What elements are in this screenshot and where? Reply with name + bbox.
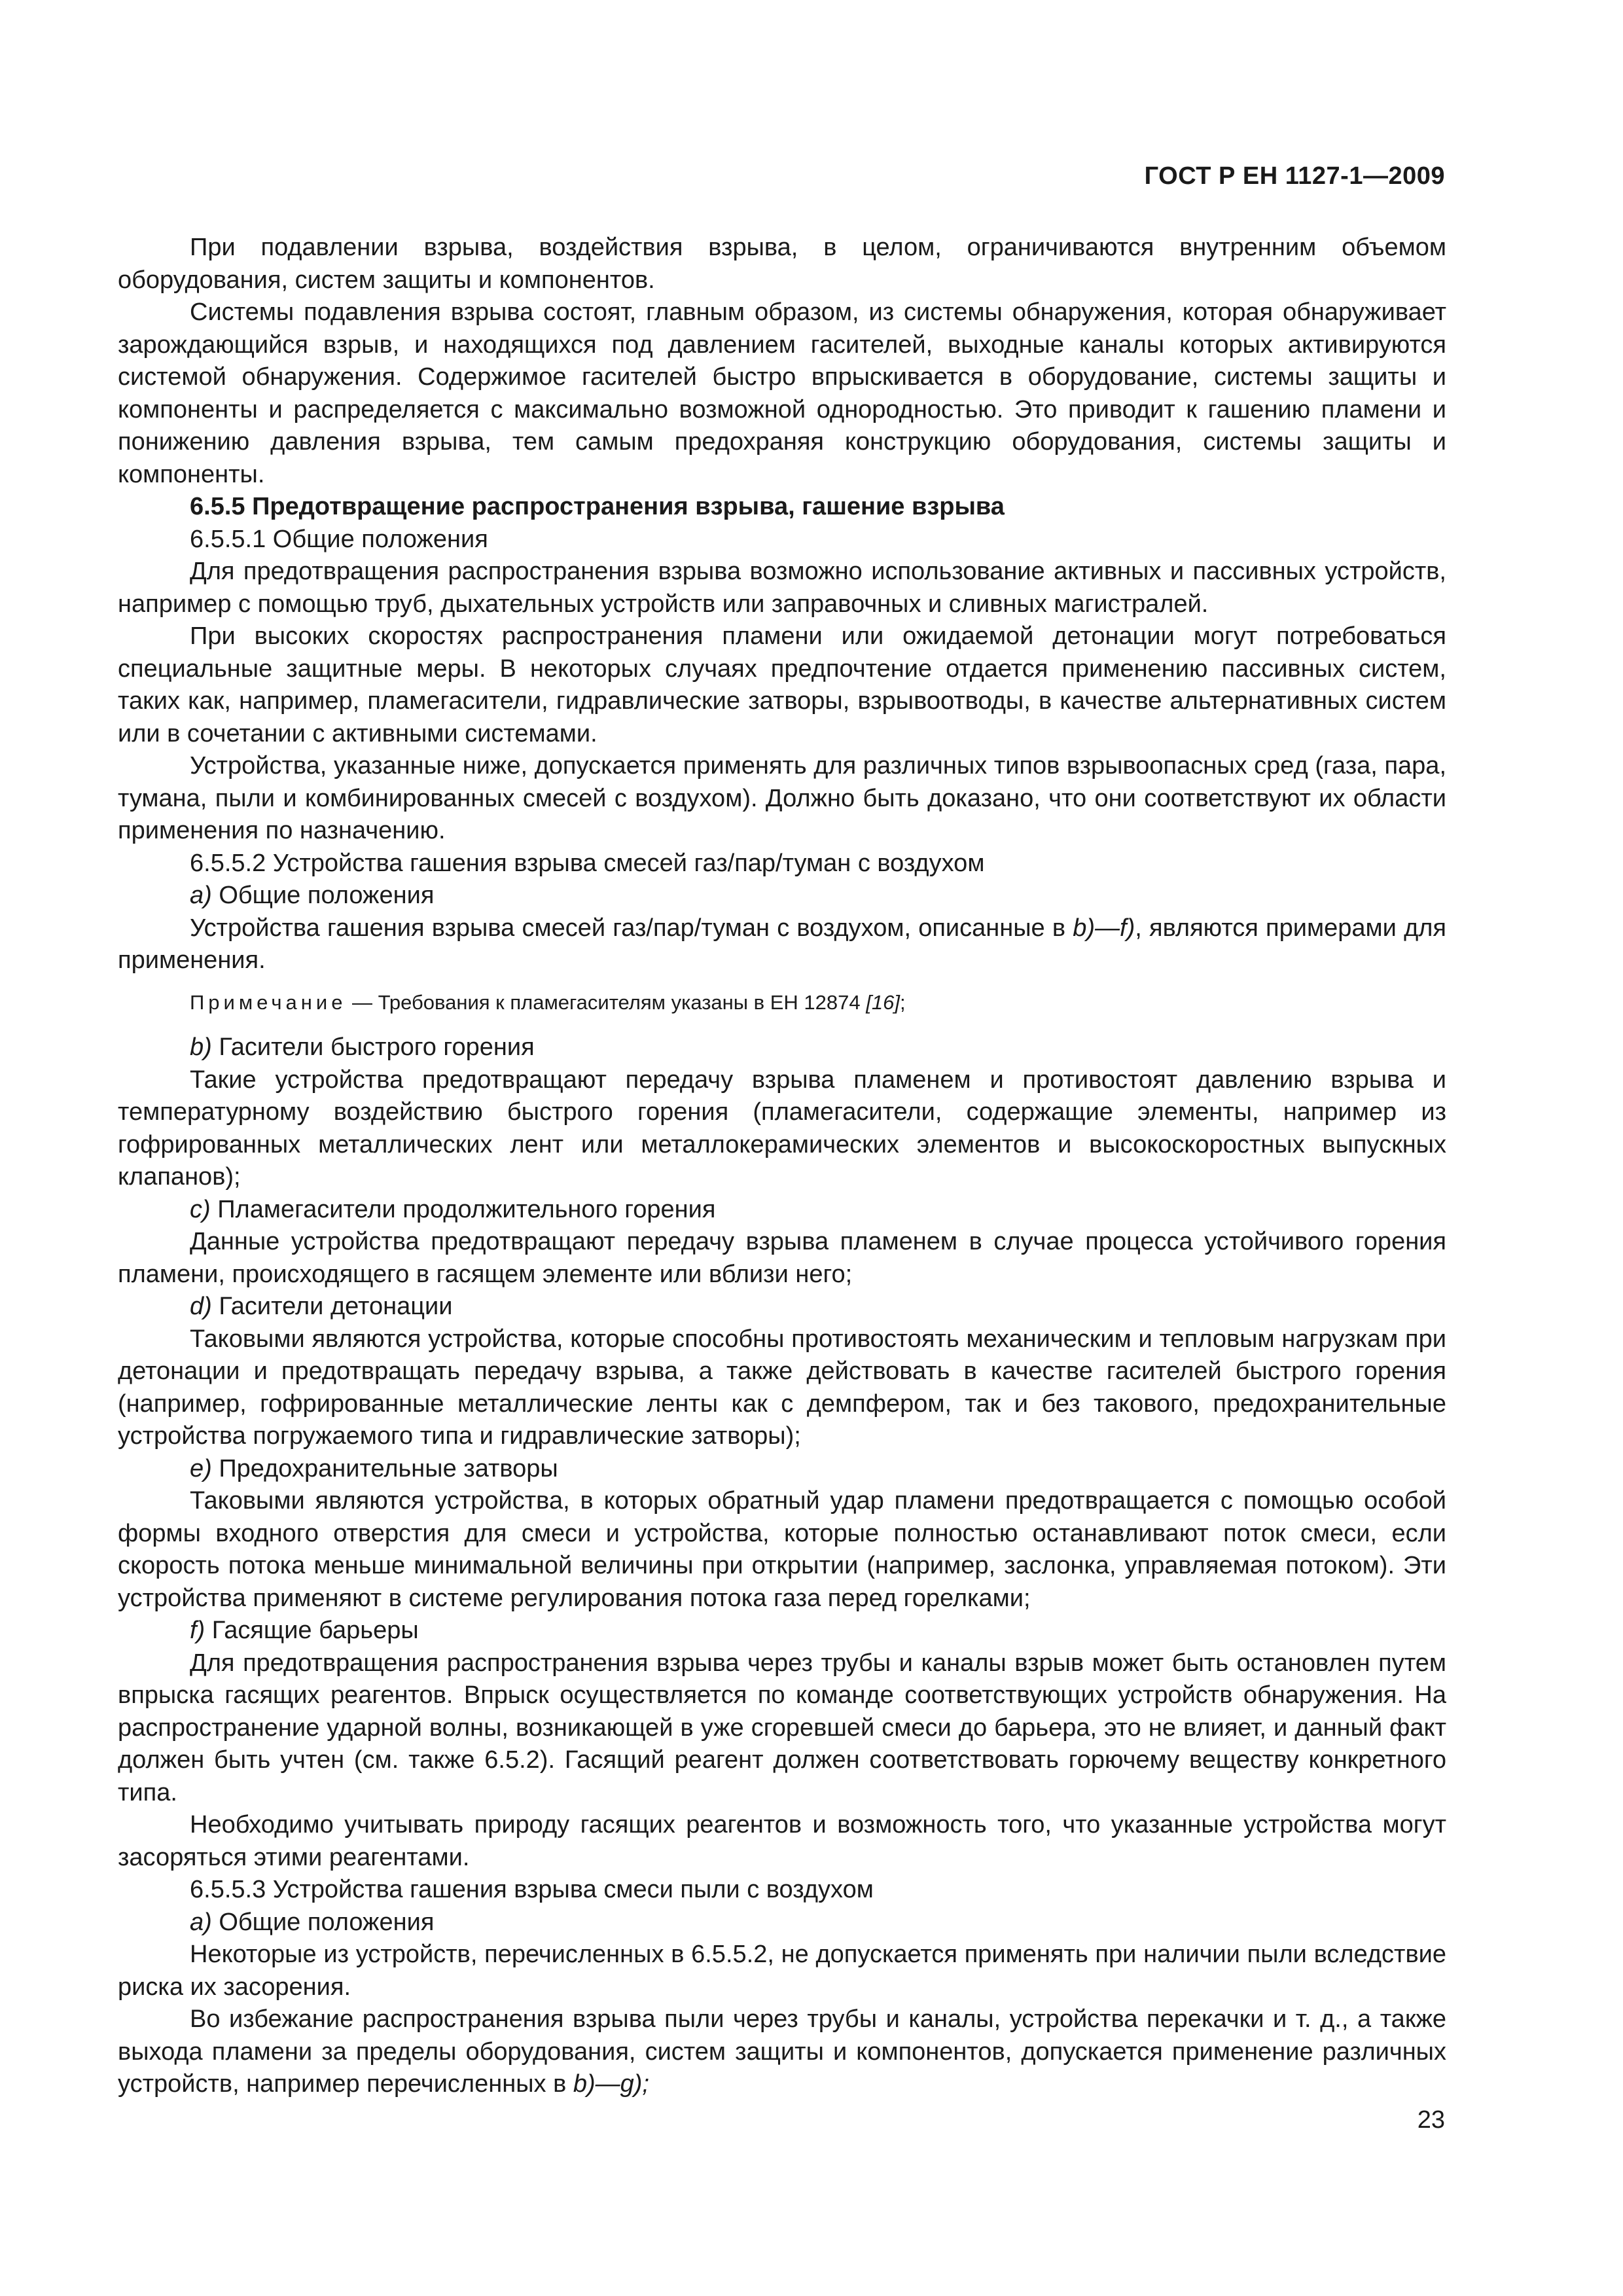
note-text: ; <box>899 990 906 1014</box>
section-heading-6-5-5 <box>118 491 1446 524</box>
subsection-heading-text: 6.5.5.3 Устройства гашения взрыва смеси пыли с воздухом <box>190 1876 874 1903</box>
paragraph <box>118 750 1446 848</box>
list-item-title: Гасители детонации <box>219 1293 453 1320</box>
paragraph <box>118 1226 1446 1291</box>
bibliography-reference: [16] <box>866 990 900 1014</box>
list-marker: e) <box>190 1454 212 1482</box>
list-item-title: Предохранительные затворы <box>219 1454 558 1482</box>
list-item <box>118 1615 1446 1647</box>
paragraph <box>118 912 1446 977</box>
paragraph <box>118 232 1446 296</box>
paragraph <box>118 620 1446 750</box>
paragraph-text: Устройства, указанные ниже, допускается применять для различных типов взрывоопасных сред (газа, пара, тумана, пыли и комбинированных смесей с воздухом). Должно быть доказано, что они соответствуют их области применения по назначению. <box>118 752 1446 844</box>
paragraph-text: Данные устройства предотвращают передачу взрыва пламенем в случае процесса устойчивого горения пламени, происходящего в гасящем элементе или вблизи него; <box>118 1228 1446 1288</box>
list-item <box>118 880 1446 912</box>
paragraph-text: При высоких скоростях распространения пламени или ожидаемой детонации могут потребоваться специальные защитные меры. В некоторых случаях предпочтение отдается применению пассивных систем, таких как, например, пламегасители, гидравлические затворы, взрывоотводы, в качестве альтернативных систем или в сочетании с активными системами. <box>118 622 1446 747</box>
paragraph <box>118 1647 1446 1810</box>
paragraph-text: При подавлении взрыва, воздействия взрыва, в целом, ограничиваются внутренним объемом оборудования, систем защиты и компонентов. <box>118 234 1446 294</box>
subsection-heading-6-5-5-1 <box>118 524 1446 556</box>
paragraph-text: Для предотвращения распространения взрыва через трубы и каналы взрыв может быть остановлен путем впрыска гасящих реагентов. Впрыск осуществляется по команде соответствующих устройств обнаружения. На распространение ударной волны, возникающей в уже сгоревшей смеси до барьера, это не влияет, и данный факт должен быть учтен (см. также 6.5.2). Гасящий реагент должен соответствовать горючему веществу конкретного типа. <box>118 1649 1446 1806</box>
paragraph <box>118 1323 1446 1453</box>
subsection-heading-6-5-5-2 <box>118 848 1446 880</box>
document-body <box>118 232 1446 2101</box>
subsection-heading-text: 6.5.5.2 Устройства гашения взрыва смесей газ/пар/туман с воздухом <box>190 849 985 877</box>
note <box>118 986 1446 1019</box>
paragraph-text: Таковыми являются устройства, в которых обратный удар пламени предотвращается с помощью особой формы входного отверстия для смеси и устройства, которые полностью останавливают поток смеси, если скорость потока меньше минимальной величины при открытии (например, заслонка, управляемая потоком). Эти устройства применяют в системе регулирования потока газа перед горелками; <box>118 1487 1446 1612</box>
note-text: — Требования к пламегасителям указаны в ЕН 12874 <box>346 990 866 1014</box>
list-marker: f) <box>190 1617 205 1644</box>
page-number: 23 <box>1417 2106 1445 2134</box>
paragraph-text: Для предотвращения распространения взрыва возможно использование активных и пассивных устройств, например с помощью труб, дыхательных устройств или заправочных и сливных магистралей. <box>118 558 1446 618</box>
list-item <box>118 1291 1446 1323</box>
paragraph-text: Необходимо учитывать природу гасящих реагентов и возможность того, что указанные устройства могут засоряться этими реагентами. <box>118 1811 1446 1871</box>
list-marker: a) <box>190 882 212 909</box>
paragraph <box>118 1064 1446 1194</box>
list-item <box>118 1907 1446 1939</box>
paragraph <box>118 1809 1446 1874</box>
list-item <box>118 1194 1446 1227</box>
cross-reference: b)—g); <box>573 2070 649 2098</box>
paragraph-text: Некоторые из устройств, перечисленных в 6.5.5.2, не допускается применять при наличии пыли вследствие риска их засорения. <box>118 1941 1446 2001</box>
paragraph <box>118 296 1446 491</box>
list-item-title: Общие положения <box>219 882 435 909</box>
paragraph-text: Во избежание распространения взрыва пыли через трубы и каналы, устройства перекачки и т. д., а также выхода пламени за пределы оборудования, систем защиты и компонентов, допускается применение различных устройств, например перечисленных в <box>118 2005 1446 2098</box>
subsection-heading-text: 6.5.5.1 Общие положения <box>190 525 488 553</box>
paragraph <box>118 2003 1446 2101</box>
list-marker: a) <box>190 1908 212 1936</box>
subsection-heading-6-5-5-3 <box>118 1874 1446 1907</box>
section-heading-text: 6.5.5 Предотвращение распространения взрыва, гашение взрыва <box>190 493 1005 520</box>
paragraph-text: Устройства гашения взрыва смесей газ/пар/туман с воздухом, описанные в <box>190 914 1073 942</box>
note-label: Примечание <box>190 990 347 1014</box>
paragraph <box>118 1939 1446 2003</box>
cross-reference: b)—f) <box>1073 914 1135 942</box>
list-item <box>118 1453 1446 1486</box>
list-item-title: Гасящие барьеры <box>211 1617 419 1644</box>
list-item <box>118 1031 1446 1064</box>
paragraph-text: , являются примерами для применения. <box>118 914 1446 974</box>
list-item-title: Пламегасители продолжительного горения <box>217 1195 716 1223</box>
list-marker: b) <box>190 1033 212 1061</box>
paragraph-text: Такие устройства предотвращают передачу взрыва пламенем и противостоят давлению взрыва и температурному воздействию быстрого горения (пламегасители, содержащие элементы, например из гофрированных металлических лент или металлокерамических элементов и высокоскоростных выпускных клапанов); <box>118 1066 1446 1191</box>
paragraph-text: Таковыми являются устройства, которые способны противостоять механическим и тепловым нагрузкам при детонации и предотвращать передачу взрыва, а также действовать в качестве гасителей быстрого горения (например, гофрированные металлические ленты как с демпфером, так и без такового, предохранительные устройства погружаемого типа и гидравлические затворы); <box>118 1325 1446 1450</box>
list-marker: c) <box>190 1195 211 1223</box>
document-code-header: ГОСТ Р ЕН 1127-1—2009 <box>1144 162 1445 190</box>
list-marker: d) <box>190 1293 212 1320</box>
paragraph <box>118 1485 1446 1615</box>
paragraph-text: Системы подавления взрыва состоят, главным образом, из системы обнаружения, которая обнаруживает зарождающийся взрыв, и находящихся под давлением гасителей, выходные каналы которых активируются системой обнаружения. Содержимое гасителей быстро впрыскивается в оборудование, системы защиты и компоненты и распределяется с максимально возможной однородностью. Это приводит к гашению пламени и понижению давления взрыва, тем самым предохраняя конструкцию оборудования, системы защиты и компоненты. <box>118 298 1446 488</box>
list-item-title: Гасители быстрого горения <box>219 1033 535 1061</box>
paragraph <box>118 556 1446 620</box>
list-item-title: Общие положения <box>219 1908 435 1936</box>
